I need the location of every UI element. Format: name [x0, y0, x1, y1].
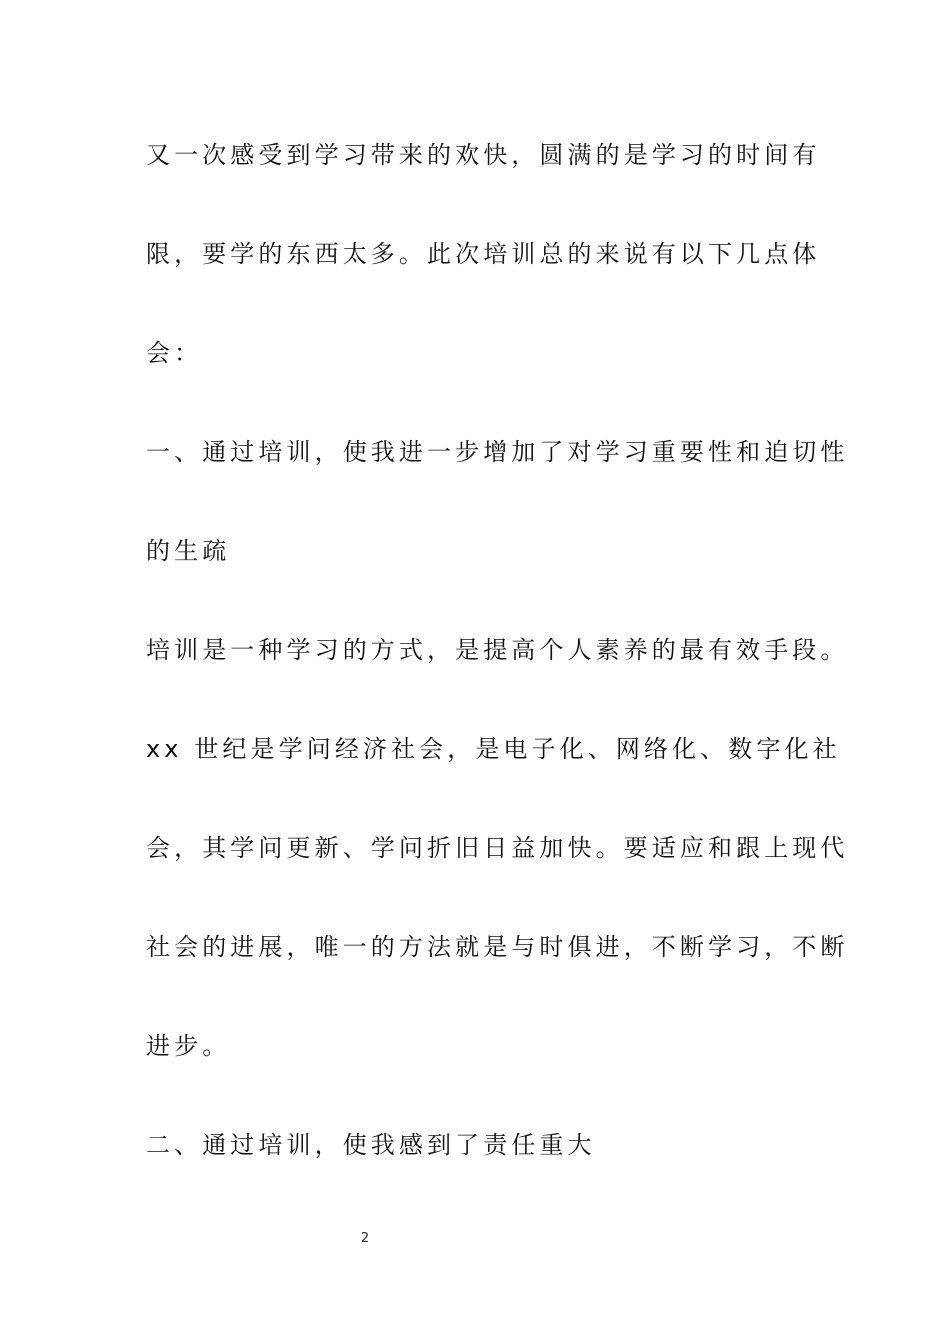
- body-text-line: 会：: [146, 339, 203, 367]
- section-heading-line: 的生疏: [146, 537, 231, 565]
- section-heading-line: 一、通过培训，使我进一步增加了对学习重要性和迫切性: [146, 438, 849, 466]
- body-text-line: 限，要学的东西太多。此次培训总的来说有以下几点体: [146, 240, 821, 268]
- body-text-line: xx 世纪是学问经济社会，是电子化、网络化、数字化社: [146, 735, 841, 763]
- body-text-line: 进步。: [146, 1032, 231, 1060]
- section-heading-line: 二、通过培训，使我感到了责任重大: [146, 1131, 596, 1159]
- body-text-line: 培训是一种学习的方式，是提高个人素养的最有效手段。: [146, 636, 849, 664]
- body-text-line: 会，其学问更新、学问折旧日益加快。要适应和跟上现代: [146, 834, 849, 862]
- page-number: 2: [360, 1231, 370, 1246]
- body-text-line: 又一次感受到学习带来的欢快，圆满的是学习的时间有: [146, 141, 821, 169]
- body-text-line: 社会的进展，唯一的方法就是与时俱进，不断学习，不断: [146, 933, 849, 961]
